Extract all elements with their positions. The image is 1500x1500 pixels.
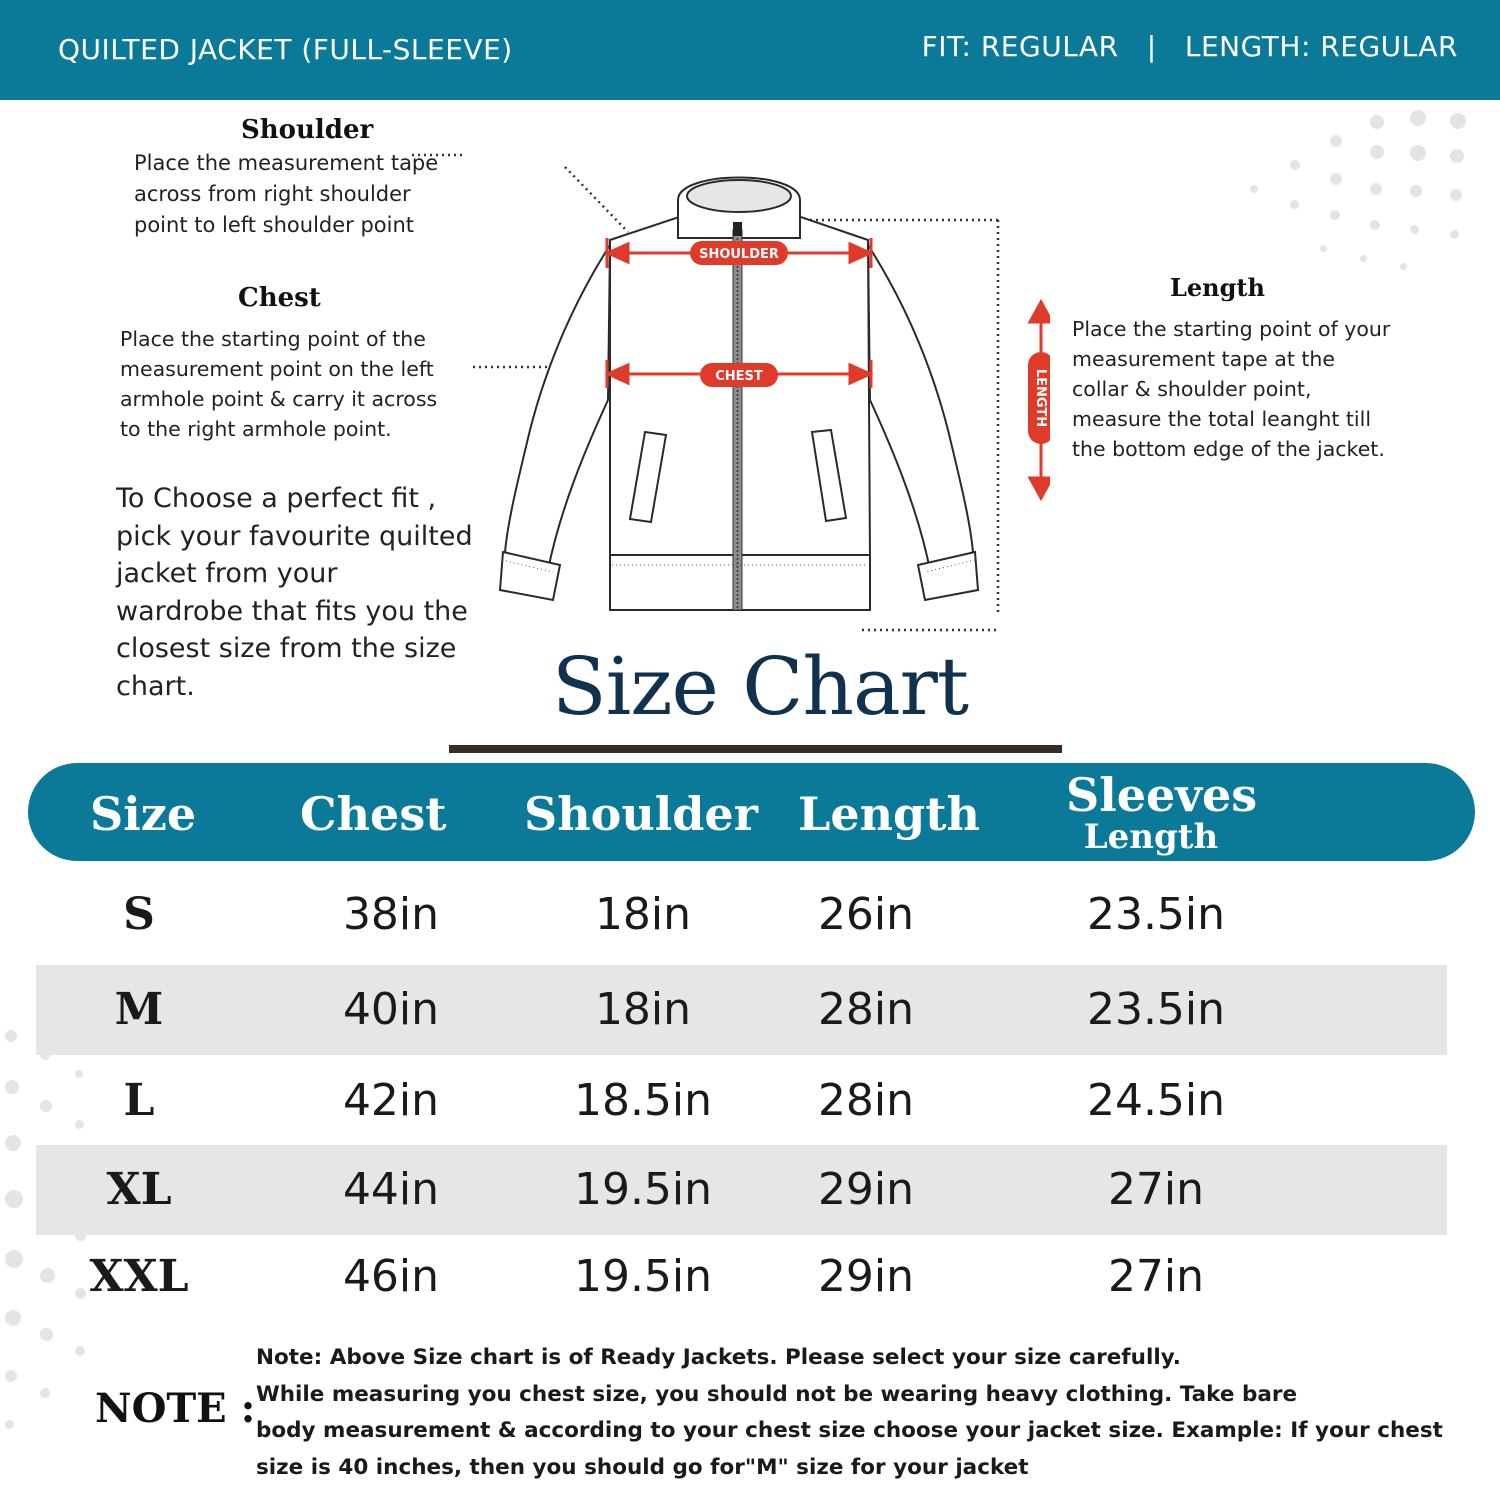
header-shoulder: Shoulder: [524, 787, 758, 841]
note-line: body measurement & according to your chest size choose your jacket size. Example: If your chest: [256, 1418, 1443, 1443]
shoulder-line: across from right shoulder: [134, 182, 411, 206]
shoulder-instructions: [134, 148, 494, 241]
tip-line: pick your favourite quilted: [116, 520, 473, 552]
chest-line: to the right armhole point.: [120, 417, 392, 441]
table-row: [36, 1232, 1447, 1322]
size-chart-title: Size Chart: [551, 640, 969, 733]
cell-size: XXL: [89, 1251, 189, 1302]
cell-chest: 44in: [342, 1164, 440, 1215]
length-tag: LENGTH: [1033, 368, 1048, 428]
table-row: [36, 965, 1447, 1055]
note-text: [256, 1340, 1466, 1486]
title-underline: [449, 745, 1062, 753]
tip-line: chart.: [116, 670, 195, 702]
chest-line: Place the starting point of the: [120, 327, 426, 351]
shoulder-heading: Shoulder: [241, 115, 374, 145]
cell-sleeves: 27in: [1107, 1164, 1205, 1215]
header-sleeves-line1: Sleeves: [1066, 768, 1258, 822]
header-sleeves-line2: Length: [1083, 817, 1219, 857]
cell-sleeves: 24.5in: [1086, 1075, 1226, 1126]
table-row: [36, 1056, 1447, 1146]
chest-line: measurement point on the left: [120, 357, 434, 381]
product-title: QUILTED JACKET (FULL-SLEEVE): [58, 33, 513, 66]
note-line: size is 40 inches, then you should go for"M" size for your jacket: [256, 1454, 1029, 1480]
length-line: measure the total leanght till: [1072, 407, 1372, 431]
length-heading: Length: [1170, 273, 1265, 302]
cell-length: 29in: [817, 1251, 915, 1302]
cell-chest: 40in: [342, 984, 440, 1035]
tip-line: jacket from your: [116, 558, 338, 589]
cell-sleeves: 27in: [1107, 1251, 1205, 1302]
chest-line: armhole point & carry it across: [120, 387, 438, 411]
header-chest: Chest: [300, 787, 447, 841]
cell-size: S: [123, 889, 155, 940]
tip-line: To Choose a perfect fit ,: [116, 483, 437, 514]
cell-shoulder: 18.5in: [573, 1075, 713, 1126]
cell-sleeves: 23.5in: [1086, 984, 1226, 1035]
perfect-fit-tip: [116, 480, 486, 705]
cell-size: M: [114, 984, 164, 1035]
chest-instructions: [120, 324, 480, 444]
cell-size: XL: [106, 1164, 172, 1215]
cell-length: 29in: [817, 1164, 915, 1215]
chest-tag: CHEST: [715, 369, 763, 384]
cell-shoulder: 18in: [594, 889, 692, 940]
shoulder-line: Place the measurement tape: [134, 151, 439, 175]
header-size: Size: [90, 787, 197, 841]
table-row: [36, 870, 1447, 960]
shoulder-line: point to left shoulder point: [134, 213, 415, 237]
jacket-diagram: [470, 155, 1050, 635]
cell-length: 28in: [817, 1075, 915, 1126]
length-instructions: [1072, 314, 1472, 464]
length-line: Place the starting point of your: [1072, 317, 1391, 341]
cell-chest: 38in: [342, 889, 440, 940]
note-line: Note: Above Size chart is of Ready Jackets. Please select your size carefully.: [256, 1345, 1181, 1370]
header-bar: [0, 0, 1500, 100]
chest-heading: Chest: [238, 283, 321, 313]
cell-length: 28in: [817, 984, 915, 1035]
note-label: NOTE :: [95, 1385, 256, 1432]
table-row: [36, 1145, 1447, 1235]
note-line: While measuring you chest size, you should not be wearing heavy clothing. Take bare: [256, 1381, 1298, 1407]
fit-info: FIT: REGULAR | LENGTH: REGULAR: [921, 30, 1458, 63]
length-line: the bottom edge of the jacket.: [1072, 437, 1385, 461]
header-length: Length: [798, 787, 980, 841]
tip-line: wardrobe that fits you the: [116, 595, 468, 627]
cell-shoulder: 19.5in: [573, 1251, 713, 1302]
cell-shoulder: 19.5in: [573, 1164, 713, 1215]
table-header: [28, 763, 1475, 861]
shoulder-tag: SHOULDER: [699, 247, 779, 262]
cell-chest: 46in: [342, 1251, 440, 1302]
cell-length: 26in: [817, 889, 915, 940]
cell-shoulder: 18in: [594, 984, 692, 1035]
length-line: collar & shoulder point,: [1072, 377, 1312, 401]
header-sleeves-length: [1066, 768, 1258, 857]
cell-size: L: [123, 1075, 155, 1126]
length-line: measurement tape at the: [1072, 347, 1336, 371]
tip-line: closest size from the size: [116, 633, 457, 664]
cell-sleeves: 23.5in: [1086, 889, 1226, 940]
cell-chest: 42in: [342, 1075, 440, 1126]
